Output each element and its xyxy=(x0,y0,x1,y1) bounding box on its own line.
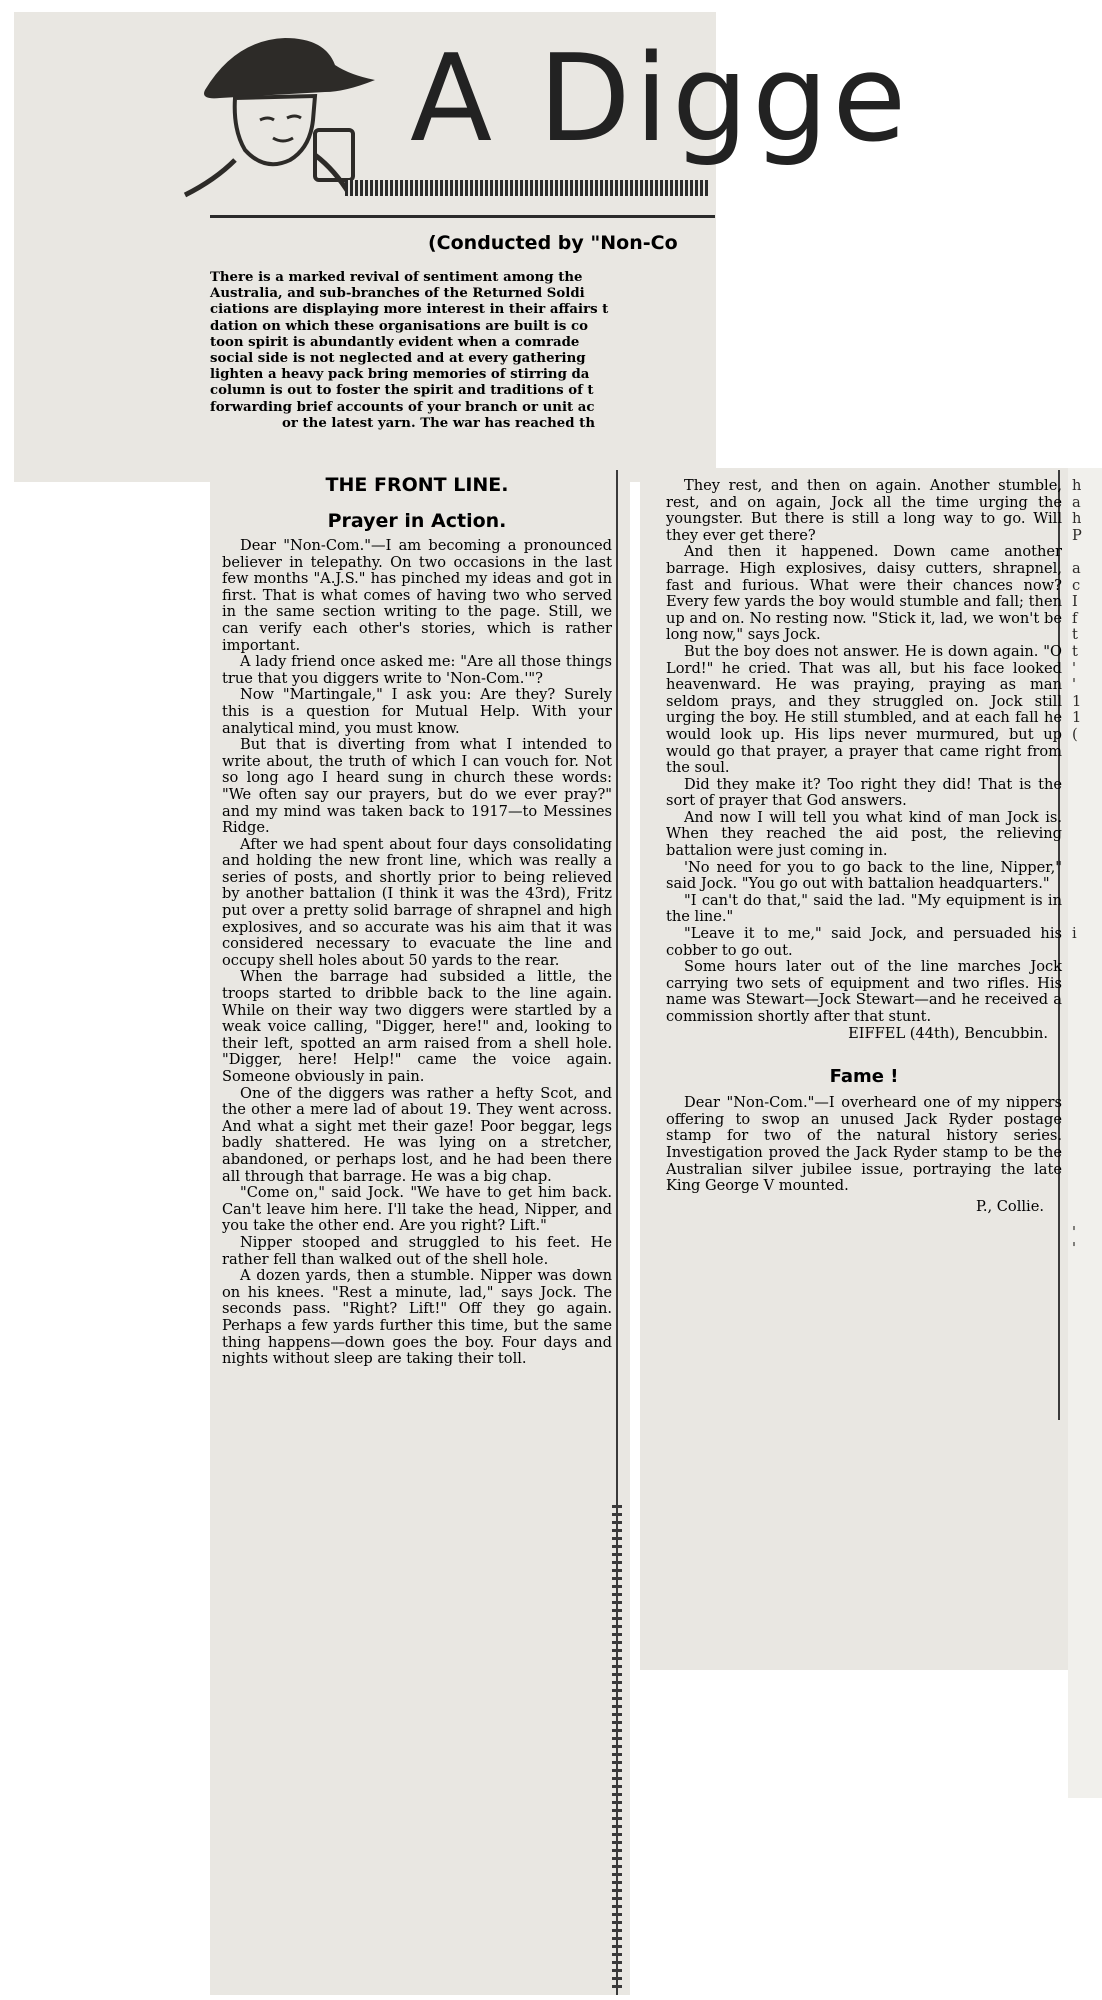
article-paragraph: After we had spent about four days consolidating and holding the new front line, which was really a series of posts, and shortly prior to being relieved by another battalion (I think it was the 43rd), Fritz put over a pretty solid barrage of shrapnel and high explosives, and so accurate was his aim that it was considered necessary to evacuate the line and occupy shell holes about 50 yards to the rear. xyxy=(222,835,612,969)
article-paragraph: When the barrage had subsided a little, the troops started to dribble back to the line again. While on their way two diggers were startled by a weak voice calling, "Digger, here!" and, looking to their left, spotted an arm raised from a shell hole. "Digger, here! Help!" came the voice again. Someone obviously in pain. xyxy=(222,968,612,1085)
article-paragraph: "I can't do that," said the lad. "My equipment is in the line." xyxy=(666,891,1062,926)
column-divider-ornament xyxy=(612,1505,622,1990)
intro-line: column is out to foster the spirit and traditions of t xyxy=(210,383,594,399)
article-signature: EIFFEL (44th), Bencubbin. xyxy=(848,1024,1048,1042)
intro-paragraph xyxy=(210,270,715,432)
left-column xyxy=(222,470,612,1368)
article-paragraph: Nipper stooped and struggled to his feet. He rather fell than walked out of the shell hole. xyxy=(222,1233,612,1268)
fame-body xyxy=(666,1095,1062,1215)
intro-line: or the latest yarn. The war has reached th xyxy=(282,415,595,431)
article-body-continued xyxy=(666,478,1062,1042)
article-paragraph: Now "Martingale," I ask you: Are they? Surely this is a question for Mutual Help. With your analytical mind, you must know. xyxy=(222,686,612,737)
article-paragraph: And now I will tell you what kind of man Jock is. When they reached the aid post, the relieving battalion were just coming in. xyxy=(666,808,1062,860)
adjacent-column-fragment: h a h P a c I f t t ' ' 1 1 ( i ' ' xyxy=(1072,477,1082,1258)
intro-line: Australia, and sub-branches of the Returned Soldi xyxy=(210,286,585,302)
article-paragraph: Did they make it? Too right they did! That is the sort of prayer that God answers. xyxy=(666,775,1062,810)
article-paragraph: But that is diverting from what I intended to write about, the truth of which I can vouch for. Not so long ago I heard sung in church these words: "We often say our prayers, but do we ever pray?" and my mind was taken back to 1917—to Messines Ridge. xyxy=(222,736,612,837)
article-body xyxy=(222,538,612,1368)
intro-line: dation on which these organisations are built is co xyxy=(210,318,588,334)
article-paragraph: Some hours later out of the line marches Jock carrying two sets of equipment and two rifles. His name was Stewart—Jock Stewart—and he received a commission shortly after that stunt. xyxy=(666,958,1062,1025)
conducted-by-line: (Conducted by "Non-Co xyxy=(428,232,678,254)
masthead-ruler-decoration xyxy=(345,180,710,196)
intro-line: ciations are displaying more interest in their affairs t xyxy=(210,302,609,318)
article-paragraph: Dear "Non-Com."—I overheard one of my nippers offering to swop an unused Jack Ryder postage stamp for two of the natural history series. Investigation proved the Jack Ryder stamp to be the Australian silver jubilee issue, portraying the late King George V mounted. xyxy=(666,1094,1062,1195)
intro-line: lighten a heavy pack bring memories of stirring da xyxy=(210,367,590,383)
article-paragraph: 'No need for you to go back to the line, Nipper," said Jock. "You go out with battalion headquarters." xyxy=(666,858,1062,893)
digger-illustration-icon xyxy=(175,20,385,200)
article-paragraph: A lady friend once asked me: "Are all those things true that you diggers write to 'Non-Com.'"? xyxy=(222,653,612,687)
right-column xyxy=(666,478,1062,1215)
intro-line: social side is not neglected and at every gathering xyxy=(210,351,586,367)
section-heading: THE FRONT LINE. xyxy=(325,474,509,496)
intro-line: toon spirit is abundantly evident when a comrade xyxy=(210,334,580,350)
intro-line: forwarding brief accounts of your branch or unit ac xyxy=(210,399,595,415)
intro-line: There is a marked revival of sentiment among the xyxy=(210,270,583,285)
article-paragraph: One of the diggers was rather a hefty Scot, and the other a mere lad of about 19. They went across. And what a sight met their gaze! Poor beggar, legs badly shattered. He was lying on a stretcher, abandoned, or perhaps lost, and he had been there all through that barrage. He was a big chap. xyxy=(222,1084,612,1185)
article-paragraph: Dear "Non-Com."—I am becoming a pronounced believer in telepathy. On two occasions in the last few months "A.J.S." has pinched my ideas and got in first. That is what comes of having two who served in the same section writing to the page. Still, we can verify each other's stories, which is rather important. xyxy=(222,537,612,654)
article-heading-fame: Fame ! xyxy=(829,1066,899,1088)
fame-signature: P., Collie. xyxy=(975,1197,1044,1215)
article-paragraph: But the boy does not answer. He is down again. "O Lord!" he cried. That was all, but his face looked heavenward. He was praying, praying as man seldom prays, and they struggled on. Jock still urging the boy. He still stumbled, and at each fall he would look up. His lips never murmured, but up would go that prayer, a prayer that came right from the soul. xyxy=(666,642,1062,777)
article-paragraph: "Leave it to me," said Jock, and persuaded his cobber to go out. xyxy=(666,925,1062,959)
article-paragraph: A dozen yards, then a stumble. Nipper was down on his knees. "Rest a minute, lad," says Jock. The seconds pass. "Right? Lift!" Off they go again. Perhaps a few yards further this time, but the same thing happens—down goes the boy. Four days and nights without sleep are taking their toll. xyxy=(222,1267,612,1368)
masthead xyxy=(195,20,911,200)
masthead-title: A Digge xyxy=(410,30,911,169)
article-paragraph: And then it happened. Down came another barrage. High explosives, daisy cutters, shrapnel, fast and furious. What were their chances now? Every few yards the boy would stumble and fall; then up and on. No resting now. "Stick it, lad, we won't be long now," says Jock. xyxy=(666,543,1062,644)
article-heading: Prayer in Action. xyxy=(327,510,507,532)
article-paragraph: "Come on," said Jock. "We have to get him back. Can't leave him here. I'll take the head, Nipper, and you take the other end. Are you right? Lift." xyxy=(222,1184,612,1235)
article-paragraph: They rest, and then on again. Another stumble, rest, and on again, Jock all the time urging the youngster. But there is still a long way to go. Will they ever get there? xyxy=(666,477,1062,544)
header-rule xyxy=(210,215,715,218)
